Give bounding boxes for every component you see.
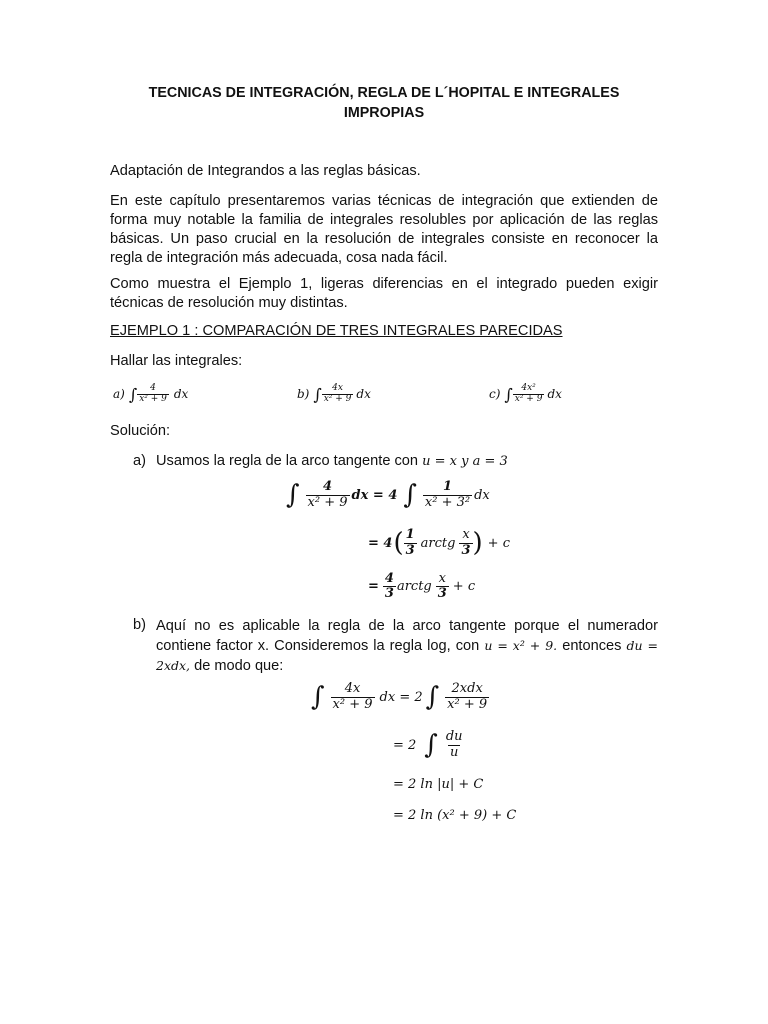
part-b-label: b) xyxy=(133,617,146,633)
integral-b: b) ∫ $\frac{4x}{\text{x² + 9}}$ dx xyxy=(297,383,371,404)
integral-sign-icon: ∫ xyxy=(128,384,138,404)
part-a-label: a) xyxy=(133,453,146,469)
part-b-text-1: Aquí no es aplicable la regla de la arco tangente porque el numerador contiene factor x. Consideremos la regla log, con xyxy=(156,618,658,654)
integral-sign-icon: ∫ xyxy=(504,384,513,404)
integral-a: a) ∫ $\frac{4}{\text{x² + 9}}$ dx xyxy=(113,383,189,404)
integral-a-fraction: $\frac{4}{\text{x² + 9}}$ xyxy=(139,383,167,404)
integral-a-label: a) xyxy=(113,387,125,402)
part-b-text xyxy=(156,617,658,676)
title-line-2: IMPROPIAS xyxy=(343,105,425,121)
integral-sign-icon: ∫ xyxy=(424,730,438,760)
document-title xyxy=(110,83,658,123)
part-a-condition: u = x y a = 3 xyxy=(422,454,508,469)
part-a-text-line xyxy=(156,453,508,469)
integral-sign-icon: ∫ xyxy=(311,682,325,712)
part-a-equation-2: = 4 ( $\frac{1}{3}$ arctg $\frac{x}{3}$ ) + c xyxy=(368,527,510,558)
part-b-text-2: entonces xyxy=(562,638,622,654)
part-a-equation-3: = $\frac{4}{3}$ arctg $\frac{x}{3}$ + c xyxy=(368,571,476,602)
integral-sign-icon: ∫ xyxy=(313,384,322,404)
integral-sign-icon: ∫ xyxy=(403,480,417,510)
integral-c: c) ∫ $\frac{\text{4x²}}{\text{x² + 9}}$ dx xyxy=(489,383,562,404)
part-a-equation-1: ∫ $\frac{4}{\text{x² + 9}}$ dx = 4 ∫ $\frac{1}{\text{x² + 3²}}$ dx xyxy=(286,479,490,510)
part-b-equation-4: = 2 ln (x² + 9) + C xyxy=(393,808,517,823)
title-line-1: TECNICAS DE INTEGRACIÓN, REGLA DE L´HOPITAL E INTEGRALES xyxy=(148,85,620,101)
solution-label: Solución: xyxy=(110,423,171,439)
part-b-expr-u: u = x² + 9. xyxy=(484,638,558,653)
part-b-text-3: de modo que: xyxy=(194,658,284,674)
example-prompt: Hallar las integrales: xyxy=(110,353,243,369)
part-a-text: Usamos la regla de la arco tangente con xyxy=(156,453,419,469)
part-b-equation-3: = 2 ln |u| + C xyxy=(393,777,484,792)
part-b-equation-1: ∫ $\frac{4x}{\text{x² + 9}}$ dx = 2 ∫ $\frac{\text{2xdx}}{\text{x² + 9}}$ xyxy=(311,681,488,712)
integral-c-fraction: $\frac{\text{4x²}}{\text{x² + 9}}$ xyxy=(514,383,543,404)
integral-b-fraction: $\frac{4x}{\text{x² + 9}}$ xyxy=(323,383,352,404)
intro-paragraph-2: Como muestra el Ejemplo 1, ligeras diferencias en el integrado pueden exigir técnicas de resolución muy distintas. xyxy=(110,276,658,311)
example-heading: EJEMPLO 1 : COMPARACIÓN DE TRES INTEGRALES PARECIDAS xyxy=(110,323,563,339)
integral-sign-icon: ∫ xyxy=(286,480,300,510)
integral-c-label: c) xyxy=(489,387,501,402)
part-b-equation-2: = 2 ∫ $\frac{du}{u}$ xyxy=(393,729,463,760)
part-b-expr-du: du = 2xdx, xyxy=(156,638,658,673)
integral-b-label: b) xyxy=(297,387,310,402)
intro-heading: Adaptación de Integrandos a las reglas básicas. xyxy=(110,163,421,179)
integral-sign-icon: ∫ xyxy=(425,682,440,712)
intro-paragraph-1: En este capítulo presentaremos varias técnicas de integración que extienden de forma muy notable la familia de integrales resolubles por aplicación de las reglas básicas. Un paso crucial en la resolución de integrales consiste en reconocer la regla de integración más adecuada, cosa nada fácil. xyxy=(110,193,658,266)
